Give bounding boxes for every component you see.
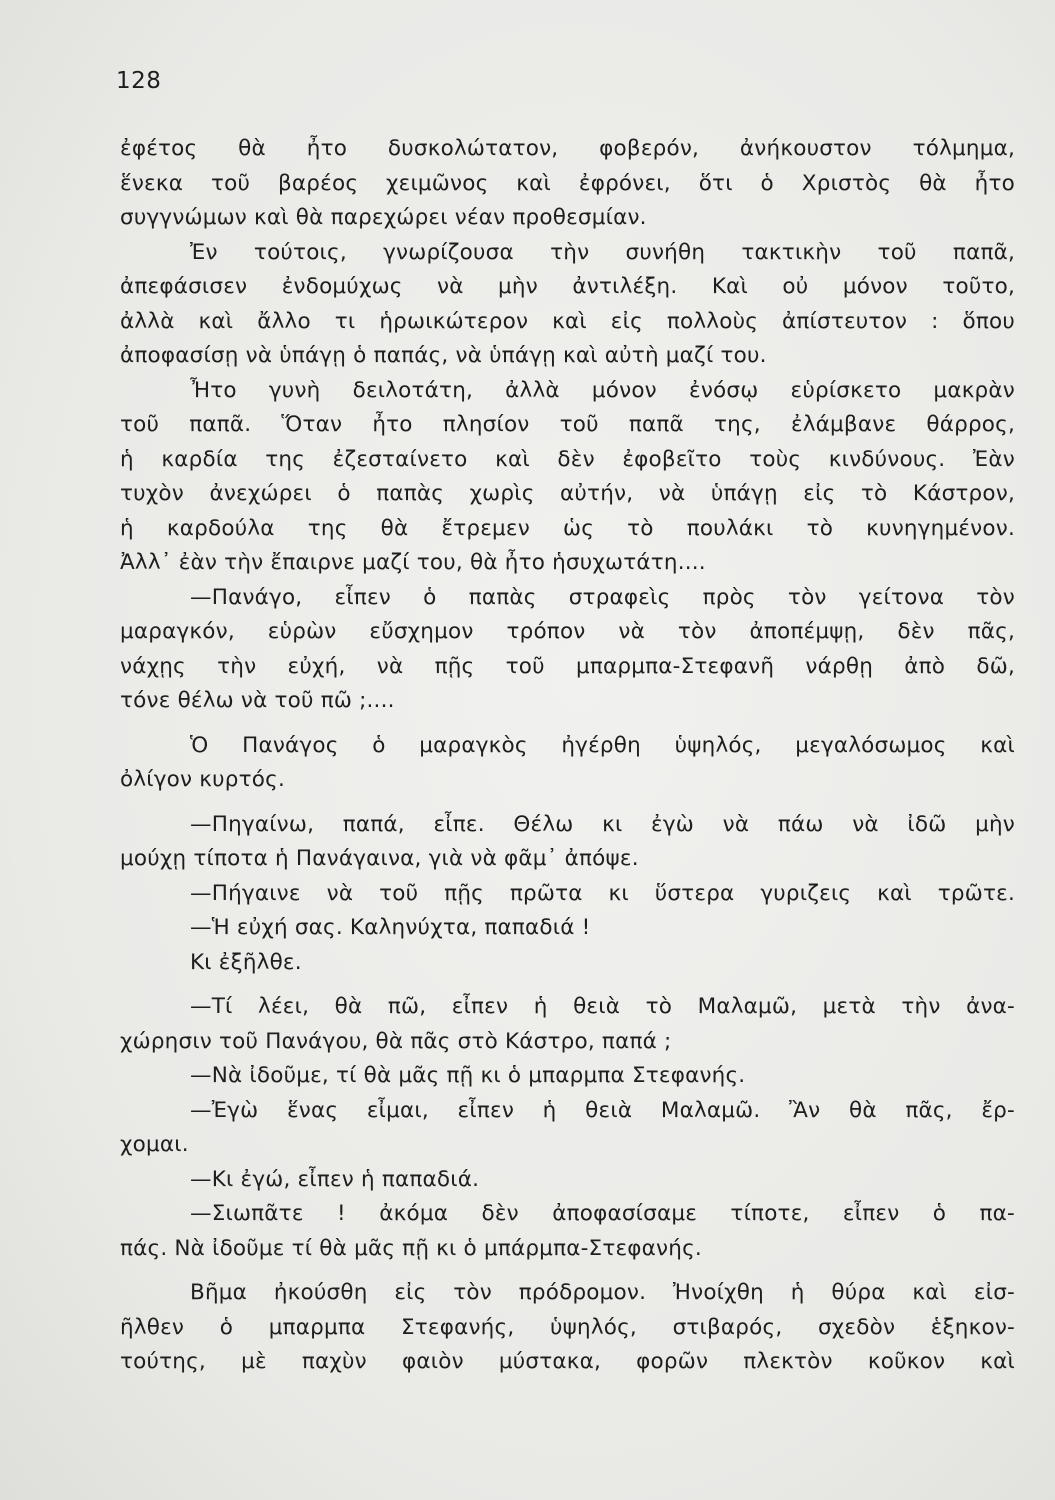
text-line: τοῦ παπᾶ. Ὅταν ἦτο πλησίον τοῦ παπᾶ της, ἐλάμβανε θάρρος,: [120, 412, 1015, 437]
text-line: ἀποφασίσῃ νὰ ὑπάγῃ ὁ παπάς, νὰ ὑπάγῃ καὶ αὐτὴ μαζί του.: [120, 343, 767, 368]
text-line: ἡ καρδούλα της θὰ ἔτρεμεν ὡς τὸ πουλάκι τὸ κυνηγημένον.: [120, 515, 1015, 541]
text-line: ἀλλὰ καὶ ἄλλο τι ἡρωικώτερον καὶ εἰς πολλοὺς ἀπίστευτον : ὅπου: [120, 308, 1015, 334]
body-text: [120, 132, 1015, 1380]
text-line: Ἐν τούτοις, γνωρίζουσα τὴν συνήθη τακτικὴν τοῦ παπᾶ,: [190, 239, 1015, 265]
text-line: —Πανάγο, εἶπεν ὁ παπὰς στραφεὶς πρὸς τὸν γείτονα τὸν: [190, 584, 1015, 610]
text-line: συγγνώμων καὶ θὰ παρεχώρει νέαν προθεσμίαν.: [120, 205, 647, 230]
text-line: —Ἐγὼ ἕνας εἶμαι, εἶπεν ἡ θειὰ Μαλαμῶ. Ἂν θὰ πᾶς, ἔρ-: [190, 1097, 1015, 1123]
text-line: —Κι ἐγώ, εἶπεν ἡ παπαδιά.: [190, 1166, 480, 1192]
text-line: —Ἡ εὐχή σας. Καληνύχτα, παπαδιά !: [190, 915, 591, 940]
text-line: μούχῃ τίποτα ἡ Πανάγαινα, γιὰ νὰ φᾶμ᾽ ἀπόψε.: [120, 846, 639, 871]
text-line: ἀπεφάσισεν ἐνδομύχως νὰ μὴν ἀντιλέξη. Καὶ οὐ μόνον τοῦτο,: [120, 274, 1015, 299]
text-line: νάχῃς τὴν εὐχή, νὰ πῇς τοῦ μπαρμπα-Στεφανῆ νάρθῃ ἀπὸ δῶ,: [120, 653, 1015, 679]
text-line: —Πηγαίνω, παπά, εἶπε. Θέλω κι ἐγὼ νὰ πάω νὰ ἰδῶ μὴν: [190, 811, 1015, 837]
text-line: ἡ καρδία της ἐζεσταίνετο καὶ δὲν ἐφοβεῖτο τοὺς κινδύνους. Ἐὰν: [120, 446, 1015, 472]
text-line: ἐφέτος θὰ ἦτο δυσκολώτατον, φοβερόν, ἀνήκουστον τόλμημα,: [120, 136, 1015, 161]
text-line: Ὁ Πανάγος ὁ μαραγκὸς ἠγέρθη ὑψηλός, μεγαλόσωμος καὶ: [190, 732, 1015, 758]
text-line: —Τί λέει, θὰ πῶ, εἶπεν ἡ θειὰ τὸ Μαλαμῶ, μετὰ τὴν ἀνα-: [190, 994, 1015, 1019]
text-line: —Σιωπᾶτε ! ἀκόμα δὲν ἀποφασίσαμε τίποτε, εἶπεν ὁ πα-: [190, 1201, 1015, 1226]
text-line: πάς. Νὰ ἰδοῦμε τί θὰ μᾶς πῇ κι ὁ μπάρμπα-Στεφανής.: [120, 1235, 702, 1261]
text-line: ῆλθεν ὁ μπαρμπα Στεφανής, ὑψηλός, στιβαρός, σχεδὸν ἑξηκον-: [120, 1314, 1015, 1340]
text-line: χώρησιν τοῦ Πανάγου, θὰ πᾶς στὸ Κάστρο, παπά ;: [120, 1028, 672, 1054]
text-line: τυχὸν ἀνεχώρει ὁ παπὰς χωρὶς αὐτήν, νὰ ὑπάγῃ εἰς τὸ Κάστρον,: [120, 481, 1015, 506]
text-line: χομαι.: [120, 1132, 189, 1157]
text-line: —Πήγαινε νὰ τοῦ πῇς πρῶτα κι ὕστερα γυριζεις καὶ τρῶτε.: [190, 880, 1015, 906]
text-line: μαραγκόν, εὑρὼν εὔσχημον τρόπον νὰ τὸν ἀποπέμψῃ, δὲν πᾶς,: [120, 619, 1015, 644]
text-line: ἕνεκα τοῦ βαρέος χειμῶνος καὶ ἐφρόνει, ὅτι ὁ Χριστὸς θὰ ἦτο: [120, 170, 1015, 196]
text-line: Βῆμα ἠκούσθη εἰς τὸν πρόδρομον. Ἠνοίχθη ἡ θύρα καὶ εἰσ-: [190, 1280, 1015, 1305]
text-line: τόνε θέλω νὰ τοῦ πῶ ;....: [120, 688, 395, 713]
text-line: Ἦτο γυνὴ δειλοτάτη, ἀλλὰ μόνον ἐνόσῳ εὑρίσκετο μακρὰν: [190, 377, 1015, 403]
text-line: Ἀλλ᾽ ἐὰν τὴν ἔπαιρνε μαζί του, θὰ ἦτο ἡσυχωτάτη....: [120, 550, 706, 575]
page-number: 128: [116, 68, 162, 94]
text-line: τούτης, μὲ παχὺν φαιὸν μύστακα, φορῶν πλεκτὸν κοῦκον καὶ: [120, 1349, 1015, 1374]
text-line: Κι ἐξῆλθε.: [190, 949, 302, 975]
text-line: ὀλίγον κυρτός.: [120, 767, 285, 792]
text-line: —Νὰ ἰδοῦμε, τί θὰ μᾶς πῇ κι ὁ μπαρμπα Στεφανής.: [190, 1063, 746, 1088]
